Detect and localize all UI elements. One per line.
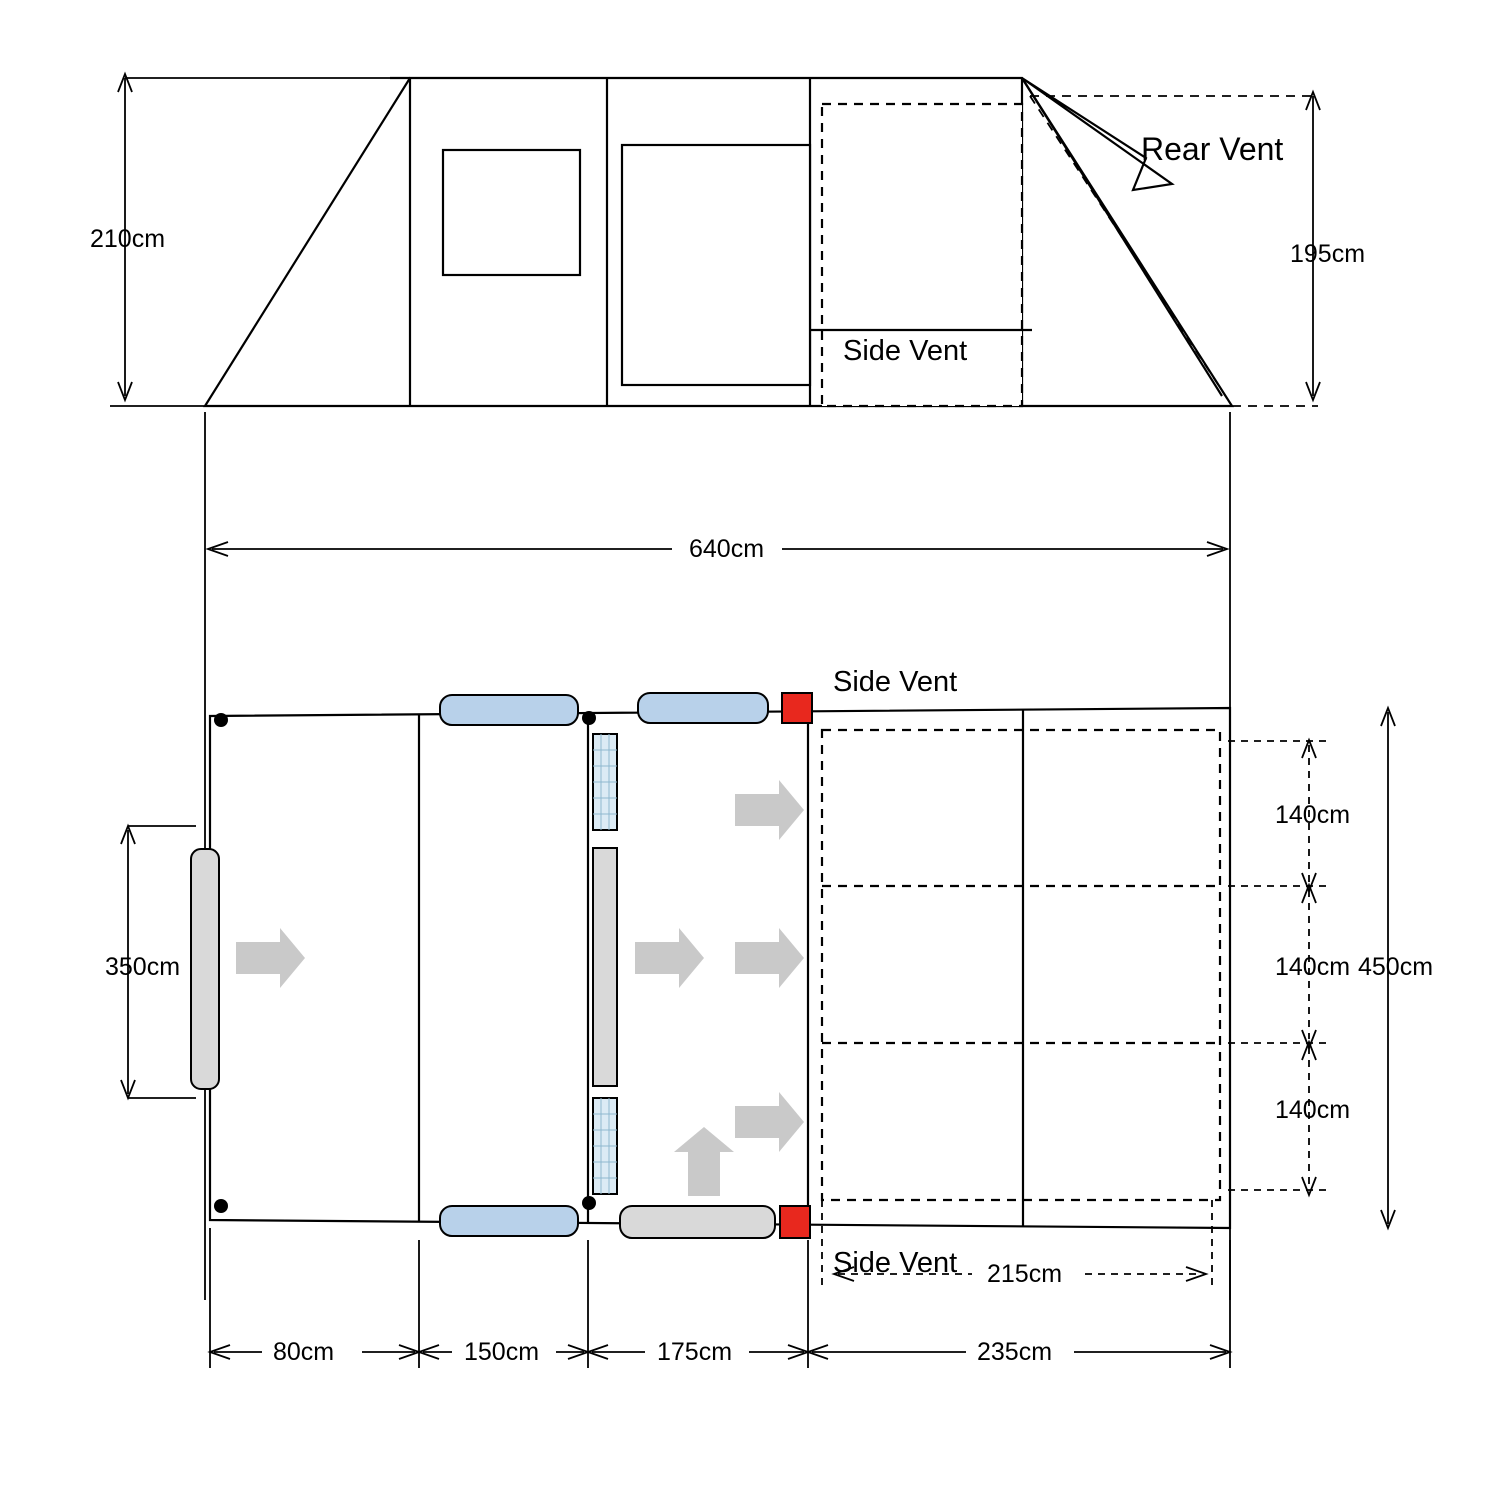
airflow-arrow-mid bbox=[635, 928, 704, 988]
dim-depth-450 bbox=[1358, 708, 1433, 1228]
dim-150-label: 150cm bbox=[464, 1338, 540, 1366]
airflow-arrow-up bbox=[674, 1127, 734, 1196]
top-blue-strip-2 bbox=[638, 693, 768, 723]
center-grey-strip bbox=[593, 848, 617, 1086]
dim-width-350 bbox=[105, 826, 196, 1098]
dim-235-label: 235cm bbox=[977, 1338, 1053, 1366]
elevation-door bbox=[622, 145, 810, 385]
airflow-arrow-bottom-right bbox=[735, 1092, 804, 1152]
dim-450-label: 450cm bbox=[1358, 953, 1434, 981]
top-blue-strip-1 bbox=[440, 695, 578, 725]
elevation-window bbox=[443, 150, 580, 275]
airflow-arrows bbox=[236, 780, 804, 1196]
plan-side-vent-label-bottom: Side Vent bbox=[833, 1247, 958, 1279]
dim-bed-3-label: 140cm bbox=[1275, 1096, 1351, 1124]
left-door-strip bbox=[191, 849, 219, 1089]
plan-pole-dot-top bbox=[582, 711, 596, 725]
dim-front-height-label: 210cm bbox=[90, 225, 166, 253]
airflow-arrow-top-right bbox=[735, 780, 804, 840]
bottom-blue-strip bbox=[440, 1206, 578, 1236]
bottom-grey-strip bbox=[620, 1206, 775, 1238]
bottom-red-marker bbox=[780, 1206, 810, 1238]
dim-rear-height-label: 195cm bbox=[1290, 240, 1366, 268]
dim-bed-compartments bbox=[1228, 740, 1350, 1195]
plan-pole-dot-bottom bbox=[582, 1196, 596, 1210]
floor-plan-view bbox=[191, 666, 1230, 1279]
plan-corner-dot-bl bbox=[214, 1199, 228, 1213]
airflow-arrow-left bbox=[236, 928, 305, 988]
dim-front-height bbox=[90, 74, 400, 406]
dim-350-label: 350cm bbox=[105, 953, 181, 981]
dim-bed-1-label: 140cm bbox=[1275, 801, 1351, 829]
dim-length-label: 640cm bbox=[689, 535, 765, 563]
side-elevation-view bbox=[90, 74, 1365, 406]
dim-rear-height bbox=[1290, 92, 1365, 400]
dim-215-label: 215cm bbox=[987, 1260, 1063, 1288]
dim-80-label: 80cm bbox=[273, 1338, 335, 1366]
rear-vent-label: Rear Vent bbox=[1141, 131, 1284, 167]
airflow-arrow-mid-right bbox=[735, 928, 804, 988]
dim-bed-2-label: 140cm bbox=[1275, 953, 1351, 981]
top-red-marker bbox=[782, 693, 812, 723]
elevation-side-vent-label: Side Vent bbox=[843, 335, 968, 367]
dim-175-label: 175cm bbox=[657, 1338, 733, 1366]
plan-side-vent-label-top: Side Vent bbox=[833, 666, 958, 698]
dim-bottom-segments bbox=[210, 1228, 1230, 1368]
plan-corner-dot-tl bbox=[214, 713, 228, 727]
bedroom-dashed-outline bbox=[822, 730, 1220, 1200]
